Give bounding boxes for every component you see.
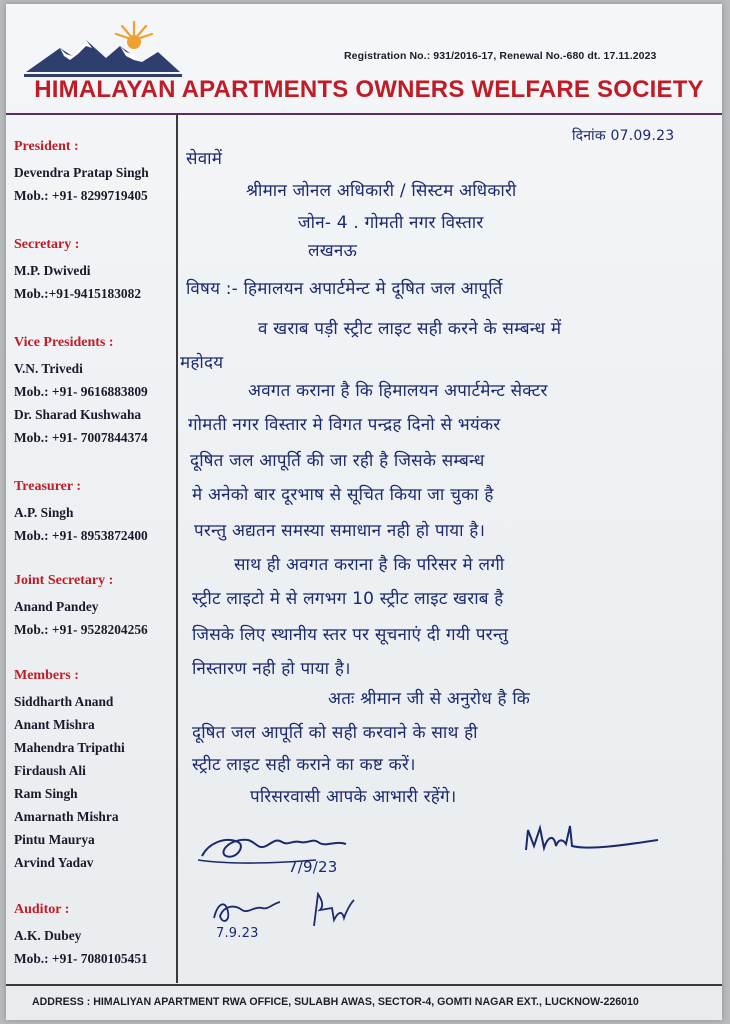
letter-line-salutation-to: सेवामें: [186, 149, 223, 169]
bearer-mobile: Mob.: +91- 7007844374: [14, 430, 148, 445]
registration-number: Registration No.: 931/2016-17, Renewal No.-680 dt. 17.11.2023: [344, 50, 657, 62]
bearer-name: A.P. Singh: [14, 505, 74, 520]
letter-body-line: दूषित जल आपूर्ति की जा रही है जिसके सम्बन्ध: [190, 451, 485, 471]
letter-body-line: स्ट्रीट लाइटो मे से लगभग 10 स्ट्रीट लाइट खराब है: [192, 589, 504, 609]
auditor-block: [14, 902, 148, 970]
bearer-mobile: Mob.: +91- 7080105451: [14, 951, 148, 966]
letter-line-subject: विषय :- हिमालयन अपार्टमेन्ट मे दूषित जल आपूर्ति: [186, 279, 503, 299]
member-name: Pintu Maurya: [14, 832, 95, 847]
letter-body-line: स्ट्रीट लाइट सही कराने का कष्ट करें।: [192, 755, 416, 775]
letter-body-line: परन्तु अद्यतन समस्या समाधान नही हो पाया है।: [194, 521, 486, 541]
members-block: [14, 668, 125, 874]
handwritten-letter: [178, 116, 718, 982]
member-name: Anant Mishra: [14, 717, 95, 732]
letter-body-line: अतः श्रीमान जी से अनुरोध है कि: [328, 689, 531, 709]
signature-1: [196, 816, 376, 876]
bearer-mobile: Mob.: +91- 9616883809: [14, 384, 148, 399]
letter-closing-line: परिसरवासी आपके आभारी रहेंगे।: [250, 787, 457, 807]
treasurer-block: [14, 479, 148, 547]
letter-body-line: साथ ही अवगत कराना है कि परिसर मे लगी: [234, 555, 505, 575]
bearer-mobile: Mob.: +91- 8299719405: [14, 188, 148, 203]
bearer-mobile: Mob.:+91-9415183082: [14, 286, 142, 301]
member-name: Mahendra Tripathi: [14, 740, 125, 755]
member-name: Siddharth Anand: [14, 694, 114, 709]
bearer-mobile: Mob.: +91- 9528204256: [14, 622, 148, 637]
footer-address: ADDRESS : HIMALIYAN APARTMENT RWA OFFICE, SULABH AWAS, SECTOR-4, GOMTI NAGAR EXT., LUCKNOW-226010: [32, 996, 639, 1008]
role-label: Secretary :: [14, 237, 80, 252]
footer-divider: [6, 984, 722, 986]
letter-body-line: गोमती नगर विस्तार मे विगत पन्द्रह दिनो से भयंकर: [188, 415, 501, 435]
letter-body-line: अवगत कराना है कि हिमालयन अपार्टमेन्ट सेक्टर: [248, 381, 548, 401]
bearer-name: Dr. Sharad Kushwaha: [14, 407, 142, 422]
secretary-block: [14, 237, 141, 305]
mountain-sun-logo: [20, 18, 186, 80]
president-block: [14, 139, 149, 207]
bearer-name: M.P. Dwivedi: [14, 263, 91, 278]
member-name: Arvind Yadav: [14, 855, 94, 870]
signature-3-date: 7.9.23: [216, 926, 259, 941]
letter-line-zone: जोन- 4 . गोमती नगर विस्तार: [298, 213, 484, 233]
bearer-name: A.K. Dubey: [14, 928, 82, 943]
bearer-mobile: Mob.: +91- 8953872400: [14, 528, 148, 543]
letter-date: दिनांक 07.09.23: [572, 128, 675, 144]
letter-line-city: लखनऊ: [308, 241, 358, 261]
member-name: Amarnath Mishra: [14, 809, 119, 824]
member-name: Firdaush Ali: [14, 763, 86, 778]
role-label: Members :: [14, 668, 79, 683]
role-label: Vice Presidents :: [14, 335, 114, 350]
role-label: Auditor :: [14, 902, 70, 917]
letter-line-subject-2: व खराब पड़ी स्ट्रीट लाइट सही करने के सम्बन्ध में: [258, 319, 562, 339]
letter-body-line: निस्तारण नही हो पाया है।: [192, 659, 351, 679]
vice-presidents-block: [14, 335, 148, 449]
bearer-name: Anand Pandey: [14, 599, 99, 614]
letter-body-line: मे अनेको बार दूरभाष से सूचित किया जा चुका है: [192, 485, 494, 505]
letter-body-line: जिसके लिए स्थानीय स्तर पर सूचनाएं दी गयी परन्तु: [192, 625, 509, 645]
letter-body-line: दूषित जल आपूर्ति को सही करवाने के साथ ही: [192, 723, 478, 743]
role-label: Joint Secretary :: [14, 573, 114, 588]
role-label: Treasurer :: [14, 479, 82, 494]
bearer-name: Devendra Pratap Singh: [14, 165, 149, 180]
office-bearers-sidebar: [6, 115, 178, 983]
member-name: Ram Singh: [14, 786, 78, 801]
society-name: HIMALAYAN APARTMENTS OWNERS WELFARE SOCIETY: [34, 76, 704, 103]
letterhead-page: [6, 4, 722, 1020]
bearer-name: V.N. Trivedi: [14, 361, 83, 376]
signature-1-date: 7/9/23: [288, 858, 338, 876]
joint-secretary-block: [14, 573, 148, 641]
letter-line-greeting: महोदय: [180, 353, 224, 373]
role-label: President :: [14, 139, 79, 154]
signature-2: [518, 816, 668, 866]
letter-line-addressee: श्रीमान जोनल अधिकारी / सिस्टम अधिकारी: [246, 181, 517, 201]
signature-4: [304, 886, 364, 936]
